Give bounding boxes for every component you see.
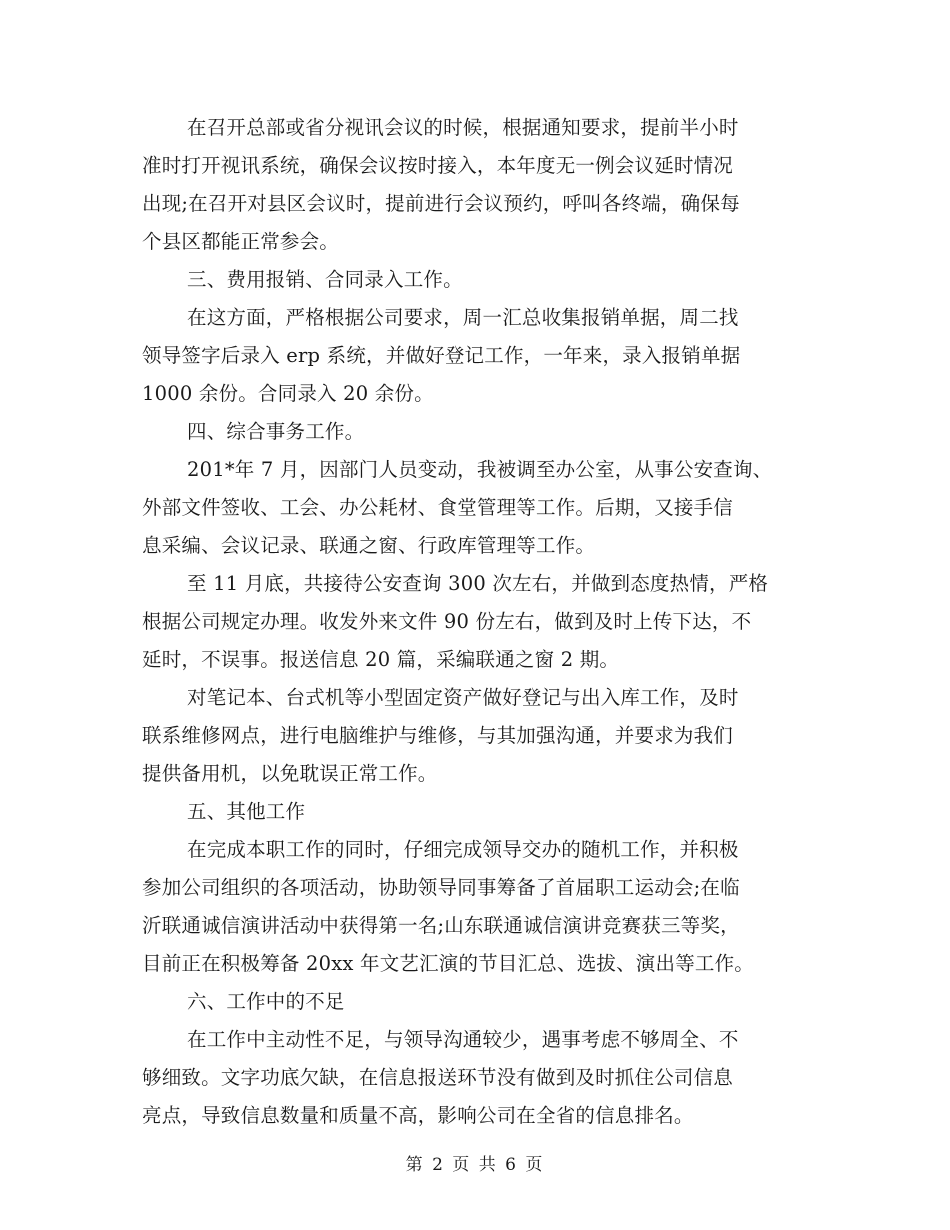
- paragraph-line: 个县区都能正常参会。: [142, 230, 340, 253]
- paragraph-line: 延时，不误事。报送信息 20 篇，采编联通之窗 2 期。: [142, 648, 620, 671]
- section-heading: 六、工作中的不足: [187, 990, 345, 1013]
- paragraph-line: 亮点，导致信息数量和质量不高，影响公司在全省的信息排名。: [142, 1104, 694, 1127]
- paragraph-line: 息采编、会议记录、联通之窗、行政库管理等工作。: [142, 534, 596, 557]
- paragraph-line: 对笔记本、台式机等小型固定资产做好登记与出入库工作，及时: [187, 686, 739, 709]
- paragraph-line: 在这方面，严格根据公司要求，周一汇总收集报销单据，周二找: [187, 306, 739, 329]
- section-heading: 五、其他工作: [187, 800, 306, 823]
- paragraph-line: 1000 余份。合同录入 20 余份。: [142, 382, 434, 405]
- paragraph-line: 目前正在积极筹备 20xx 年文艺汇演的节目汇总、选拔、演出等工作。: [142, 952, 755, 975]
- paragraph-line: 在完成本职工作的同时，仔细完成领导交办的随机工作，并积极: [187, 838, 739, 861]
- paragraph-line: 外部文件签收、工会、办公耗材、食堂管理等工作。后期，又接手信: [142, 496, 734, 519]
- paragraph-line: 联系维修网点，进行电脑维护与维修，与其加强沟通，并要求为我们: [142, 724, 734, 747]
- paragraph-line: 201*年 7 月，因部门人员变动，我被调至办公室，从事公安查询、: [187, 458, 773, 481]
- paragraph-line: 提供备用机，以免耽误正常工作。: [142, 762, 438, 785]
- paragraph-line: 准时打开视讯系统，确保会议按时接入，本年度无一例会议延时情况: [142, 154, 734, 177]
- paragraph-line: 参加公司组织的各项活动，协助领导同事筹备了首届职工运动会;在临: [142, 876, 740, 899]
- paragraph-line: 出现;在召开对县区会议时，提前进行会议预约，呼叫各终端，确保每: [142, 192, 740, 215]
- paragraph-line: 至 11 月底，共接待公安查询 300 次左右，并做到态度热情，严格: [187, 572, 769, 595]
- paragraph-line: 领导签字后录入 erp 系统，并做好登记工作，一年来，录入报销单据: [142, 344, 741, 367]
- section-heading: 三、费用报销、合同录入工作。: [187, 268, 463, 291]
- paragraph-line: 根据公司规定办理。收发外来文件 90 份左右，做到及时上传下达，不: [142, 610, 752, 633]
- page-number-footer: 第 2 页 共 6 页: [405, 1155, 545, 1175]
- section-heading: 四、综合事务工作。: [187, 420, 365, 443]
- paragraph-line: 沂联通诚信演讲活动中获得第一名;山东联通诚信演讲竞赛获三等奖，: [142, 914, 740, 937]
- paragraph-line: 够细致。文字功底欠缺，在信息报送环节没有做到及时抓住公司信息: [142, 1066, 734, 1089]
- paragraph-line: 在召开总部或省分视讯会议的时候，根据通知要求，提前半小时: [187, 116, 739, 139]
- paragraph-line: 在工作中主动性不足，与领导沟通较少，遇事考虑不够周全、不: [187, 1028, 739, 1051]
- document-body: [142, 109, 802, 1135]
